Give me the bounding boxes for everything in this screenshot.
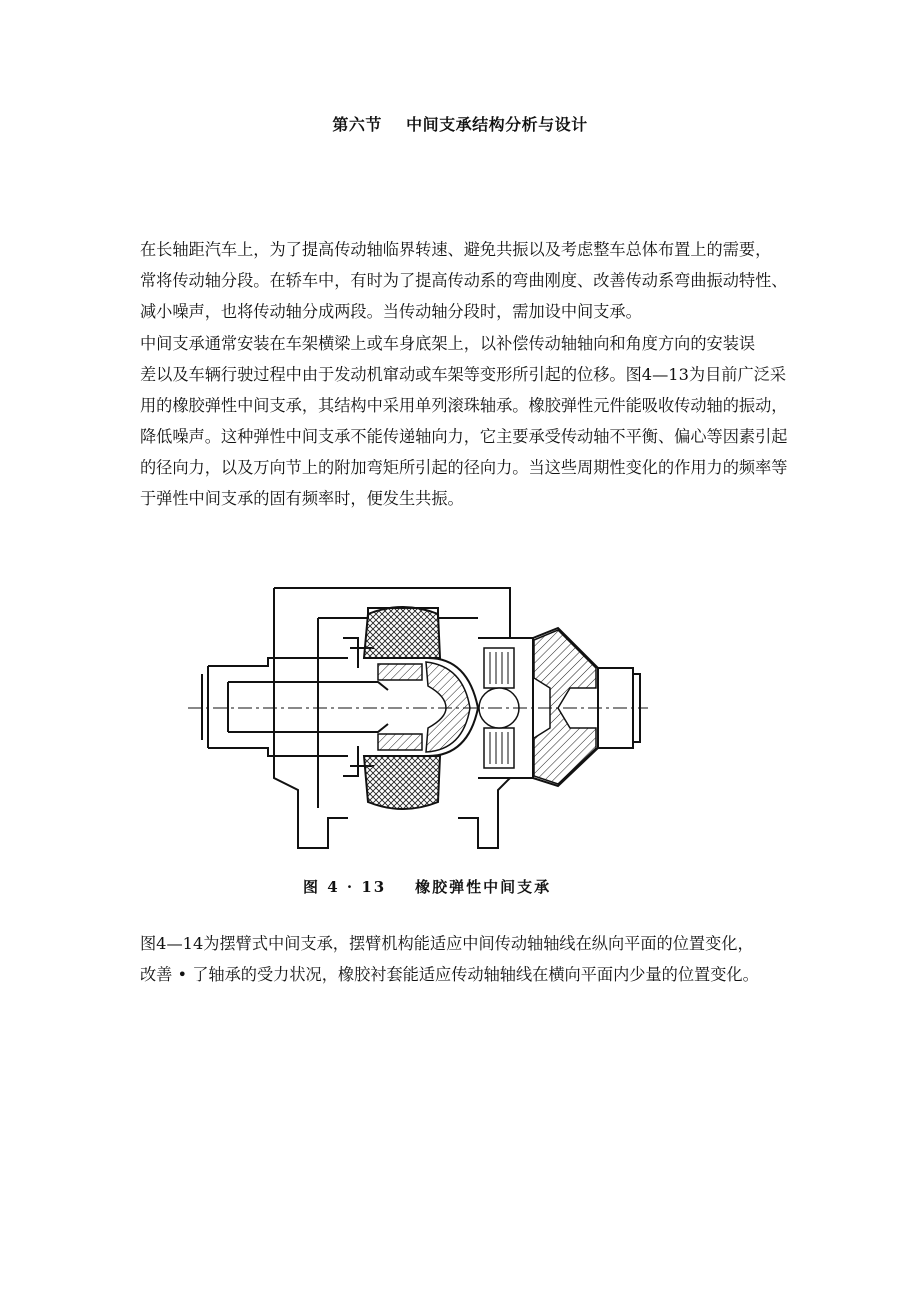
paragraph-2-line: 用的橡胶弹性中间支承，其结构中采用单列滚珠轴承。橡胶弹性元件能吸收传动轴的振动， xyxy=(140,396,788,415)
paragraph-1-line: 在长轴距汽车上，为了提高传动轴临界转速、避免共振以及考虑整车总体布置上的需要， xyxy=(140,240,772,259)
paragraph-2-line: 降低噪声。这种弹性中间支承不能传递轴向力，它主要承受传动轴不平衡、偏心等因素引起 xyxy=(140,427,788,446)
figure-caption: 图 4 · 13 橡胶弹性中间支承 xyxy=(303,878,552,896)
paragraph-2-line: 差以及车辆行驶过程中由于发动机窜动或车架等变形所引起的位移。图4—13为目前广泛采 xyxy=(140,365,787,384)
paragraph-1-line: 常将传动轴分段。在轿车中，有时为了提高传动系的弯曲刚度、改善传动系弯曲振动特性、 xyxy=(140,271,788,290)
rubber-center-bearing-drawing xyxy=(178,578,650,878)
section-title: 第六节 中间支承结构分析与设计 xyxy=(332,115,588,134)
paragraph-1-line: 减小噪声，也将传动轴分成两段。当传动轴分段时，需加设中间支承。 xyxy=(140,302,642,321)
paragraph-1 xyxy=(140,234,788,327)
paragraph-3-line: 图4—14为摆臂式中间支承，摆臂机构能适应中间传动轴轴线在纵向平面的位置变化， xyxy=(140,934,754,953)
paragraph-2 xyxy=(140,328,788,514)
paragraph-2-line: 于弹性中间支承的固有频率时，便发生共振。 xyxy=(140,489,464,508)
paragraph-3-line: 改善 • 了轴承的受力状况，橡胶衬套能适应传动轴轴线在横向平面内少量的位置变化。 xyxy=(140,965,759,984)
paragraph-2-line: 的径向力，以及万向节上的附加弯矩所引起的径向力。当这些周期性变化的作用力的频率等 xyxy=(140,458,788,477)
paragraph-3 xyxy=(140,928,780,990)
paragraph-2-line: 中间支承通常安装在车架横梁上或车身底架上，以补偿传动轴轴向和角度方向的安装误 xyxy=(140,334,756,353)
